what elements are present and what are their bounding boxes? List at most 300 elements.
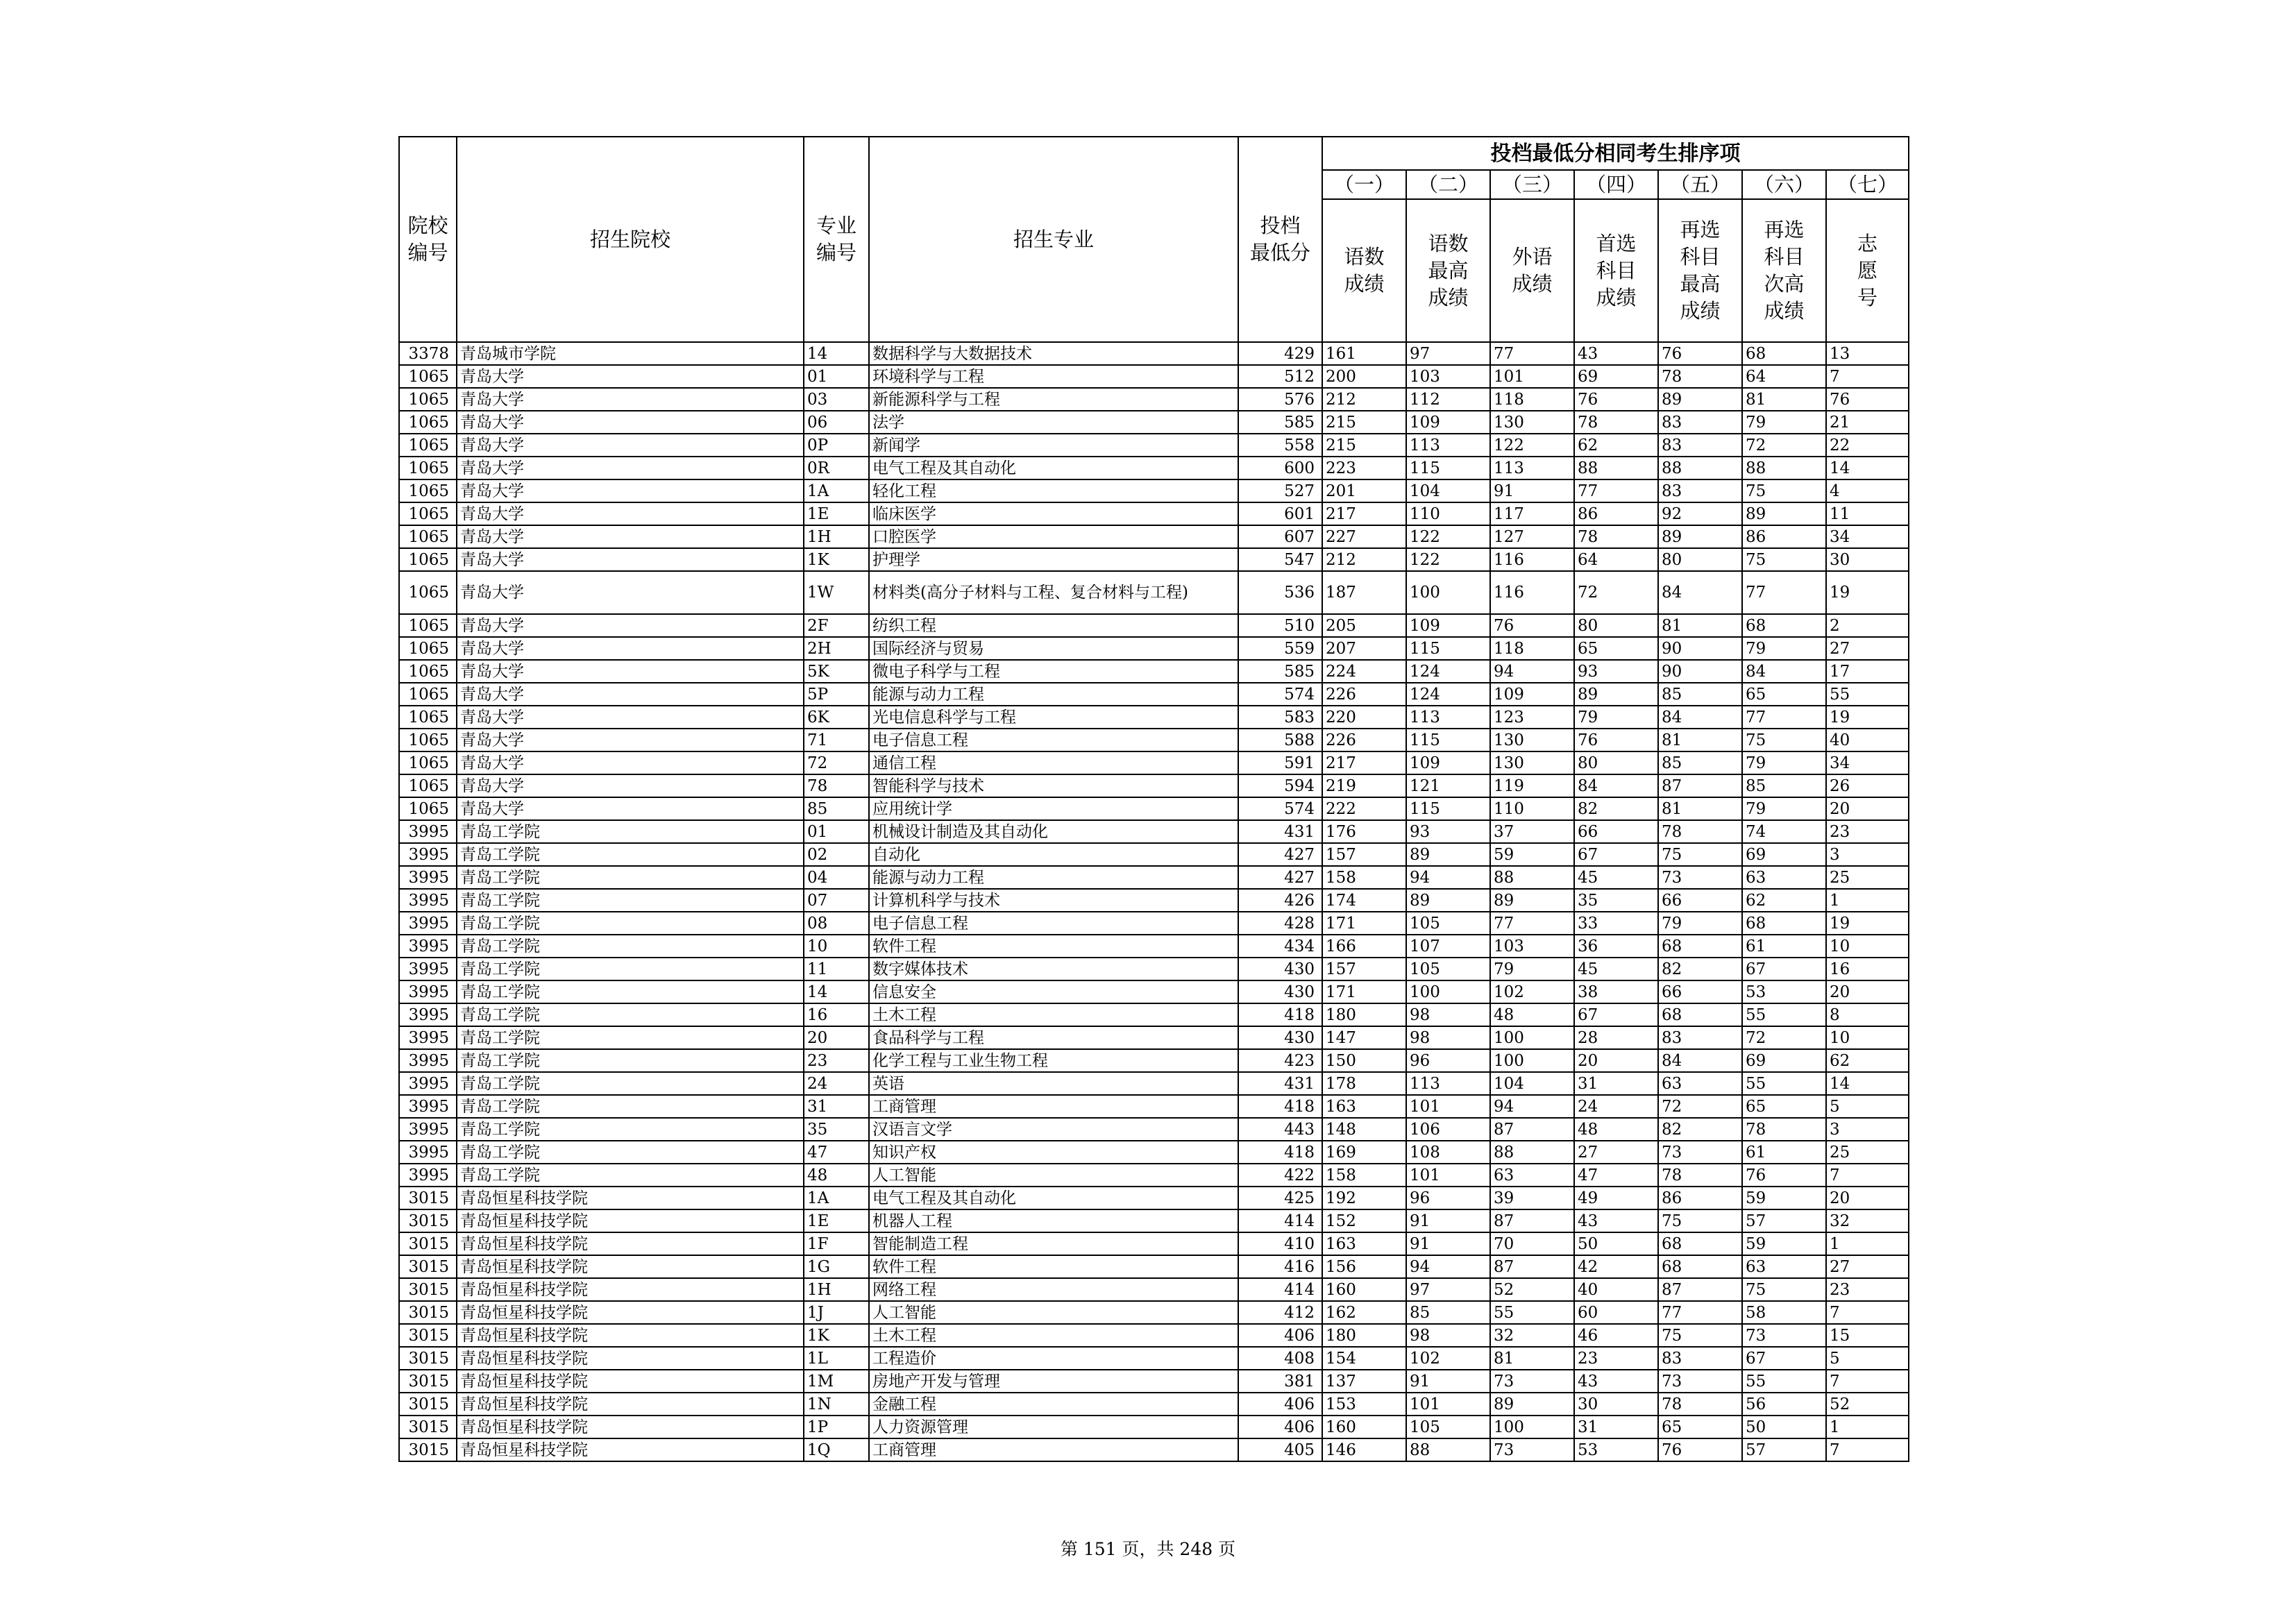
cell-score-foreign-lang: 104 bbox=[1490, 1072, 1574, 1095]
header-criterion-5: 再选 科目 最高 成绩 bbox=[1658, 199, 1742, 342]
cell-school-name: 青岛大学 bbox=[457, 411, 804, 434]
cell-preference-no: 19 bbox=[1826, 571, 1909, 614]
cell-min-score: 443 bbox=[1238, 1118, 1322, 1141]
cell-score-chinese-math: 158 bbox=[1322, 1164, 1406, 1187]
cell-score-first-subject: 60 bbox=[1574, 1301, 1658, 1324]
cell-preference-no: 25 bbox=[1826, 866, 1909, 889]
table-row bbox=[399, 1278, 1909, 1301]
header-criterion-2: 语数 最高 成绩 bbox=[1406, 199, 1490, 342]
cell-score-second-subject-max: 73 bbox=[1658, 866, 1742, 889]
table-row bbox=[399, 1026, 1909, 1049]
cell-min-score: 591 bbox=[1238, 751, 1322, 774]
cell-school-code: 1065 bbox=[399, 614, 457, 637]
cell-preference-no: 7 bbox=[1826, 1164, 1909, 1187]
cell-score-first-subject: 31 bbox=[1574, 1072, 1658, 1095]
cell-major-code: 1Q bbox=[804, 1438, 869, 1461]
cell-score-chinese-math: 146 bbox=[1322, 1438, 1406, 1461]
cell-min-score: 430 bbox=[1238, 1026, 1322, 1049]
cell-major-code: 1K bbox=[804, 548, 869, 571]
cell-school-name: 青岛工学院 bbox=[457, 889, 804, 912]
cell-preference-no: 52 bbox=[1826, 1393, 1909, 1416]
table-row bbox=[399, 614, 1909, 637]
cell-school-name: 青岛恒星科技学院 bbox=[457, 1324, 804, 1347]
cell-preference-no: 10 bbox=[1826, 1026, 1909, 1049]
cell-score-second-subject-max: 68 bbox=[1658, 935, 1742, 958]
cell-score-chinese-math: 157 bbox=[1322, 843, 1406, 866]
header-criterion-1: 语数 成绩 bbox=[1322, 199, 1406, 342]
cell-score-second-subject-max: 66 bbox=[1658, 889, 1742, 912]
cell-preference-no: 11 bbox=[1826, 502, 1909, 525]
cell-score-chinese-math: 180 bbox=[1322, 1003, 1406, 1026]
cell-score-second-subject-max: 83 bbox=[1658, 434, 1742, 457]
table-row bbox=[399, 411, 1909, 434]
cell-score-first-subject: 28 bbox=[1574, 1026, 1658, 1049]
cell-score-second-subject-next: 53 bbox=[1742, 980, 1826, 1003]
cell-score-second-subject-max: 84 bbox=[1658, 706, 1742, 729]
cell-school-name: 青岛工学院 bbox=[457, 1026, 804, 1049]
cell-major-code: 35 bbox=[804, 1118, 869, 1141]
cell-score-second-subject-next: 55 bbox=[1742, 1072, 1826, 1095]
cell-score-second-subject-max: 75 bbox=[1658, 1209, 1742, 1232]
cell-school-name: 青岛工学院 bbox=[457, 958, 804, 980]
cell-major-code: 10 bbox=[804, 935, 869, 958]
cell-school-code: 3015 bbox=[399, 1393, 457, 1416]
cell-major-code: 01 bbox=[804, 820, 869, 843]
cell-min-score: 607 bbox=[1238, 525, 1322, 548]
cell-min-score: 414 bbox=[1238, 1209, 1322, 1232]
cell-score-foreign-lang: 130 bbox=[1490, 411, 1574, 434]
cell-score-chinese-math-max: 101 bbox=[1406, 1095, 1490, 1118]
cell-preference-no: 3 bbox=[1826, 1118, 1909, 1141]
cell-score-second-subject-next: 67 bbox=[1742, 958, 1826, 980]
cell-score-second-subject-max: 72 bbox=[1658, 1095, 1742, 1118]
cell-major-name: 环境科学与工程 bbox=[869, 365, 1238, 388]
cell-min-score: 512 bbox=[1238, 365, 1322, 388]
cell-preference-no: 32 bbox=[1826, 1209, 1909, 1232]
cell-school-name: 青岛工学院 bbox=[457, 1141, 804, 1164]
cell-score-chinese-math: 163 bbox=[1322, 1095, 1406, 1118]
table-row bbox=[399, 1324, 1909, 1347]
cell-preference-no: 21 bbox=[1826, 411, 1909, 434]
cell-score-second-subject-next: 68 bbox=[1742, 614, 1826, 637]
cell-major-code: 1K bbox=[804, 1324, 869, 1347]
cell-major-code: 72 bbox=[804, 751, 869, 774]
cell-score-chinese-math-max: 122 bbox=[1406, 525, 1490, 548]
table-row bbox=[399, 912, 1909, 935]
cell-score-foreign-lang: 79 bbox=[1490, 958, 1574, 980]
table-row bbox=[399, 1393, 1909, 1416]
cell-school-code: 3995 bbox=[399, 889, 457, 912]
cell-score-chinese-math: 180 bbox=[1322, 1324, 1406, 1347]
cell-school-name: 青岛恒星科技学院 bbox=[457, 1347, 804, 1370]
cell-major-code: 14 bbox=[804, 342, 869, 365]
cell-score-chinese-math-max: 98 bbox=[1406, 1026, 1490, 1049]
cell-major-name: 轻化工程 bbox=[869, 479, 1238, 502]
cell-score-second-subject-next: 59 bbox=[1742, 1232, 1826, 1255]
cell-preference-no: 26 bbox=[1826, 774, 1909, 797]
cell-score-foreign-lang: 81 bbox=[1490, 1347, 1574, 1370]
cell-score-foreign-lang: 130 bbox=[1490, 729, 1574, 751]
cell-major-code: 1W bbox=[804, 571, 869, 614]
cell-score-foreign-lang: 55 bbox=[1490, 1301, 1574, 1324]
cell-score-first-subject: 38 bbox=[1574, 980, 1658, 1003]
cell-major-name: 金融工程 bbox=[869, 1393, 1238, 1416]
cell-score-chinese-math: 187 bbox=[1322, 571, 1406, 614]
cell-school-name: 青岛大学 bbox=[457, 797, 804, 820]
table-row bbox=[399, 980, 1909, 1003]
cell-preference-no: 19 bbox=[1826, 706, 1909, 729]
cell-score-second-subject-max: 73 bbox=[1658, 1141, 1742, 1164]
cell-preference-no: 22 bbox=[1826, 434, 1909, 457]
cell-score-first-subject: 86 bbox=[1574, 502, 1658, 525]
cell-score-second-subject-next: 59 bbox=[1742, 1187, 1826, 1209]
cell-score-second-subject-max: 83 bbox=[1658, 411, 1742, 434]
cell-min-score: 406 bbox=[1238, 1393, 1322, 1416]
cell-score-first-subject: 53 bbox=[1574, 1438, 1658, 1461]
cell-major-name: 数据科学与大数据技术 bbox=[869, 342, 1238, 365]
cell-min-score: 559 bbox=[1238, 637, 1322, 660]
cell-min-score: 422 bbox=[1238, 1164, 1322, 1187]
cell-score-chinese-math: 171 bbox=[1322, 912, 1406, 935]
cell-major-code: 1H bbox=[804, 525, 869, 548]
cell-score-first-subject: 45 bbox=[1574, 866, 1658, 889]
cell-preference-no: 7 bbox=[1826, 1301, 1909, 1324]
cell-school-name: 青岛工学院 bbox=[457, 1049, 804, 1072]
cell-preference-no: 34 bbox=[1826, 525, 1909, 548]
cell-min-score: 576 bbox=[1238, 388, 1322, 411]
cell-min-score: 558 bbox=[1238, 434, 1322, 457]
cell-major-name: 光电信息科学与工程 bbox=[869, 706, 1238, 729]
cell-school-name: 青岛工学院 bbox=[457, 1095, 804, 1118]
header-order-6: （六） bbox=[1742, 170, 1826, 199]
cell-score-first-subject: 76 bbox=[1574, 388, 1658, 411]
cell-preference-no: 20 bbox=[1826, 980, 1909, 1003]
cell-school-name: 青岛大学 bbox=[457, 571, 804, 614]
cell-min-score: 574 bbox=[1238, 797, 1322, 820]
cell-score-chinese-math: 207 bbox=[1322, 637, 1406, 660]
cell-score-chinese-math-max: 94 bbox=[1406, 866, 1490, 889]
cell-preference-no: 1 bbox=[1826, 889, 1909, 912]
cell-score-foreign-lang: 122 bbox=[1490, 434, 1574, 457]
cell-major-code: 06 bbox=[804, 411, 869, 434]
table-row bbox=[399, 1003, 1909, 1026]
cell-school-code: 3995 bbox=[399, 1141, 457, 1164]
cell-min-score: 434 bbox=[1238, 935, 1322, 958]
cell-major-code: 71 bbox=[804, 729, 869, 751]
cell-major-name: 电子信息工程 bbox=[869, 912, 1238, 935]
header-criterion-7: 志 愿 号 bbox=[1826, 199, 1909, 342]
cell-score-chinese-math-max: 110 bbox=[1406, 502, 1490, 525]
header-tiebreak-group: 投档最低分相同考生排序项 bbox=[1322, 137, 1909, 170]
cell-preference-no: 2 bbox=[1826, 614, 1909, 637]
cell-major-name: 护理学 bbox=[869, 548, 1238, 571]
cell-score-foreign-lang: 109 bbox=[1490, 683, 1574, 706]
cell-score-first-subject: 67 bbox=[1574, 1003, 1658, 1026]
cell-score-foreign-lang: 87 bbox=[1490, 1118, 1574, 1141]
cell-score-second-subject-next: 75 bbox=[1742, 1278, 1826, 1301]
cell-score-first-subject: 27 bbox=[1574, 1141, 1658, 1164]
cell-school-code: 3995 bbox=[399, 1026, 457, 1049]
cell-score-chinese-math: 148 bbox=[1322, 1118, 1406, 1141]
cell-preference-no: 3 bbox=[1826, 843, 1909, 866]
cell-school-code: 3995 bbox=[399, 843, 457, 866]
cell-score-chinese-math-max: 105 bbox=[1406, 1416, 1490, 1438]
cell-school-name: 青岛大学 bbox=[457, 502, 804, 525]
cell-score-chinese-math: 166 bbox=[1322, 935, 1406, 958]
cell-major-name: 电气工程及其自动化 bbox=[869, 1187, 1238, 1209]
cell-min-score: 410 bbox=[1238, 1232, 1322, 1255]
cell-score-second-subject-next: 75 bbox=[1742, 479, 1826, 502]
cell-score-first-subject: 40 bbox=[1574, 1278, 1658, 1301]
cell-major-code: 20 bbox=[804, 1026, 869, 1049]
cell-score-foreign-lang: 73 bbox=[1490, 1438, 1574, 1461]
cell-score-chinese-math: 201 bbox=[1322, 479, 1406, 502]
table-row bbox=[399, 1072, 1909, 1095]
cell-score-second-subject-max: 68 bbox=[1658, 1255, 1742, 1278]
cell-major-name: 化学工程与工业生物工程 bbox=[869, 1049, 1238, 1072]
cell-major-code: 78 bbox=[804, 774, 869, 797]
cell-score-foreign-lang: 123 bbox=[1490, 706, 1574, 729]
cell-min-score: 406 bbox=[1238, 1416, 1322, 1438]
cell-score-second-subject-max: 88 bbox=[1658, 457, 1742, 479]
cell-score-second-subject-max: 89 bbox=[1658, 525, 1742, 548]
cell-major-code: 1G bbox=[804, 1255, 869, 1278]
cell-score-first-subject: 67 bbox=[1574, 843, 1658, 866]
cell-score-second-subject-max: 75 bbox=[1658, 1324, 1742, 1347]
cell-major-code: 07 bbox=[804, 889, 869, 912]
cell-preference-no: 14 bbox=[1826, 457, 1909, 479]
cell-score-chinese-math-max: 100 bbox=[1406, 571, 1490, 614]
cell-score-foreign-lang: 88 bbox=[1490, 1141, 1574, 1164]
table-row bbox=[399, 1370, 1909, 1393]
cell-min-score: 583 bbox=[1238, 706, 1322, 729]
cell-score-second-subject-max: 92 bbox=[1658, 502, 1742, 525]
cell-score-second-subject-max: 80 bbox=[1658, 548, 1742, 571]
cell-school-name: 青岛大学 bbox=[457, 548, 804, 571]
cell-score-chinese-math: 200 bbox=[1322, 365, 1406, 388]
table-row bbox=[399, 1187, 1909, 1209]
cell-score-chinese-math: 161 bbox=[1322, 342, 1406, 365]
table-row bbox=[399, 660, 1909, 683]
cell-major-code: 16 bbox=[804, 1003, 869, 1026]
cell-score-first-subject: 66 bbox=[1574, 820, 1658, 843]
cell-score-chinese-math: 176 bbox=[1322, 820, 1406, 843]
cell-preference-no: 20 bbox=[1826, 797, 1909, 820]
table-row bbox=[399, 1209, 1909, 1232]
cell-score-second-subject-next: 72 bbox=[1742, 434, 1826, 457]
cell-min-score: 594 bbox=[1238, 774, 1322, 797]
cell-major-name: 电子信息工程 bbox=[869, 729, 1238, 751]
cell-min-score: 431 bbox=[1238, 1072, 1322, 1095]
cell-score-foreign-lang: 37 bbox=[1490, 820, 1574, 843]
cell-school-code: 3995 bbox=[399, 866, 457, 889]
cell-score-second-subject-next: 63 bbox=[1742, 1255, 1826, 1278]
cell-score-chinese-math: 156 bbox=[1322, 1255, 1406, 1278]
cell-school-code: 1065 bbox=[399, 751, 457, 774]
cell-score-second-subject-next: 79 bbox=[1742, 637, 1826, 660]
table-row bbox=[399, 1095, 1909, 1118]
cell-preference-no: 25 bbox=[1826, 1141, 1909, 1164]
cell-score-chinese-math-max: 89 bbox=[1406, 889, 1490, 912]
table-row bbox=[399, 637, 1909, 660]
cell-score-second-subject-max: 82 bbox=[1658, 958, 1742, 980]
cell-score-chinese-math-max: 93 bbox=[1406, 820, 1490, 843]
cell-school-name: 青岛恒星科技学院 bbox=[457, 1278, 804, 1301]
cell-score-chinese-math-max: 96 bbox=[1406, 1049, 1490, 1072]
cell-school-code: 1065 bbox=[399, 502, 457, 525]
cell-score-second-subject-next: 62 bbox=[1742, 889, 1826, 912]
cell-min-score: 418 bbox=[1238, 1141, 1322, 1164]
cell-score-second-subject-next: 72 bbox=[1742, 1026, 1826, 1049]
cell-major-code: 11 bbox=[804, 958, 869, 980]
cell-major-name: 微电子科学与工程 bbox=[869, 660, 1238, 683]
cell-score-foreign-lang: 127 bbox=[1490, 525, 1574, 548]
header-major-code: 专业 编号 bbox=[804, 137, 869, 342]
cell-score-chinese-math-max: 91 bbox=[1406, 1232, 1490, 1255]
cell-preference-no: 4 bbox=[1826, 479, 1909, 502]
cell-score-chinese-math: 147 bbox=[1322, 1026, 1406, 1049]
cell-score-chinese-math-max: 105 bbox=[1406, 912, 1490, 935]
header-major: 招生专业 bbox=[869, 137, 1238, 342]
cell-score-chinese-math: 226 bbox=[1322, 683, 1406, 706]
cell-major-name: 人工智能 bbox=[869, 1301, 1238, 1324]
cell-school-code: 3995 bbox=[399, 935, 457, 958]
cell-score-chinese-math: 205 bbox=[1322, 614, 1406, 637]
cell-score-second-subject-max: 89 bbox=[1658, 388, 1742, 411]
cell-preference-no: 27 bbox=[1826, 1255, 1909, 1278]
cell-major-name: 智能制造工程 bbox=[869, 1232, 1238, 1255]
cell-score-second-subject-next: 61 bbox=[1742, 935, 1826, 958]
cell-score-foreign-lang: 73 bbox=[1490, 1370, 1574, 1393]
cell-major-name: 电气工程及其自动化 bbox=[869, 457, 1238, 479]
cell-score-foreign-lang: 103 bbox=[1490, 935, 1574, 958]
cell-major-name: 新能源科学与工程 bbox=[869, 388, 1238, 411]
cell-score-chinese-math-max: 100 bbox=[1406, 980, 1490, 1003]
cell-score-first-subject: 93 bbox=[1574, 660, 1658, 683]
cell-preference-no: 62 bbox=[1826, 1049, 1909, 1072]
cell-major-code: 02 bbox=[804, 843, 869, 866]
cell-school-code: 3995 bbox=[399, 820, 457, 843]
cell-score-chinese-math: 153 bbox=[1322, 1393, 1406, 1416]
cell-score-second-subject-max: 78 bbox=[1658, 1164, 1742, 1187]
cell-major-name: 机械设计制造及其自动化 bbox=[869, 820, 1238, 843]
cell-min-score: 574 bbox=[1238, 683, 1322, 706]
cell-score-foreign-lang: 32 bbox=[1490, 1324, 1574, 1347]
table-row bbox=[399, 388, 1909, 411]
cell-school-name: 青岛大学 bbox=[457, 457, 804, 479]
cell-score-foreign-lang: 118 bbox=[1490, 388, 1574, 411]
cell-major-name: 工商管理 bbox=[869, 1438, 1238, 1461]
cell-score-chinese-math: 226 bbox=[1322, 729, 1406, 751]
cell-min-score: 527 bbox=[1238, 479, 1322, 502]
cell-score-second-subject-next: 79 bbox=[1742, 797, 1826, 820]
cell-major-name: 法学 bbox=[869, 411, 1238, 434]
cell-score-second-subject-max: 79 bbox=[1658, 912, 1742, 935]
cell-preference-no: 23 bbox=[1826, 820, 1909, 843]
cell-major-name: 自动化 bbox=[869, 843, 1238, 866]
cell-preference-no: 27 bbox=[1826, 637, 1909, 660]
cell-score-chinese-math-max: 101 bbox=[1406, 1164, 1490, 1187]
cell-school-code: 1065 bbox=[399, 660, 457, 683]
cell-score-second-subject-max: 77 bbox=[1658, 1301, 1742, 1324]
cell-score-chinese-math-max: 105 bbox=[1406, 958, 1490, 980]
cell-major-name: 计算机科学与技术 bbox=[869, 889, 1238, 912]
cell-score-second-subject-max: 84 bbox=[1658, 571, 1742, 614]
header-order-2: （二） bbox=[1406, 170, 1490, 199]
cell-school-code: 3015 bbox=[399, 1232, 457, 1255]
cell-preference-no: 55 bbox=[1826, 683, 1909, 706]
cell-score-chinese-math-max: 97 bbox=[1406, 342, 1490, 365]
cell-major-code: 08 bbox=[804, 912, 869, 935]
table-row bbox=[399, 683, 1909, 706]
cell-school-code: 1065 bbox=[399, 683, 457, 706]
header-school: 招生院校 bbox=[457, 137, 804, 342]
cell-score-chinese-math-max: 103 bbox=[1406, 365, 1490, 388]
cell-score-second-subject-next: 55 bbox=[1742, 1003, 1826, 1026]
header-order-7: （七） bbox=[1826, 170, 1909, 199]
cell-score-second-subject-next: 74 bbox=[1742, 820, 1826, 843]
cell-school-name: 青岛恒星科技学院 bbox=[457, 1416, 804, 1438]
table-row bbox=[399, 889, 1909, 912]
cell-score-chinese-math: 152 bbox=[1322, 1209, 1406, 1232]
cell-score-chinese-math: 215 bbox=[1322, 434, 1406, 457]
cell-min-score: 425 bbox=[1238, 1187, 1322, 1209]
cell-score-first-subject: 76 bbox=[1574, 729, 1658, 751]
cell-major-name: 材料类(高分子材料与工程、复合材料与工程) bbox=[869, 571, 1238, 614]
cell-min-score: 428 bbox=[1238, 912, 1322, 935]
cell-score-second-subject-next: 57 bbox=[1742, 1438, 1826, 1461]
cell-min-score: 408 bbox=[1238, 1347, 1322, 1370]
cell-score-second-subject-next: 61 bbox=[1742, 1141, 1826, 1164]
cell-preference-no: 19 bbox=[1826, 912, 1909, 935]
cell-score-first-subject: 89 bbox=[1574, 683, 1658, 706]
cell-score-second-subject-max: 65 bbox=[1658, 1416, 1742, 1438]
cell-score-first-subject: 43 bbox=[1574, 1209, 1658, 1232]
cell-min-score: 418 bbox=[1238, 1003, 1322, 1026]
cell-school-code: 3015 bbox=[399, 1416, 457, 1438]
cell-school-name: 青岛大学 bbox=[457, 434, 804, 457]
cell-score-foreign-lang: 113 bbox=[1490, 457, 1574, 479]
cell-major-name: 应用统计学 bbox=[869, 797, 1238, 820]
cell-major-name: 新闻学 bbox=[869, 434, 1238, 457]
cell-major-code: 1E bbox=[804, 502, 869, 525]
cell-min-score: 600 bbox=[1238, 457, 1322, 479]
cell-score-chinese-math-max: 113 bbox=[1406, 1072, 1490, 1095]
cell-major-code: 85 bbox=[804, 797, 869, 820]
cell-score-first-subject: 48 bbox=[1574, 1118, 1658, 1141]
cell-score-foreign-lang: 101 bbox=[1490, 365, 1574, 388]
cell-score-first-subject: 72 bbox=[1574, 571, 1658, 614]
cell-school-code: 1065 bbox=[399, 706, 457, 729]
cell-score-second-subject-next: 69 bbox=[1742, 1049, 1826, 1072]
cell-school-name: 青岛恒星科技学院 bbox=[457, 1438, 804, 1461]
cell-school-code: 1065 bbox=[399, 525, 457, 548]
cell-score-chinese-math-max: 91 bbox=[1406, 1370, 1490, 1393]
cell-score-second-subject-max: 78 bbox=[1658, 820, 1742, 843]
cell-score-second-subject-max: 81 bbox=[1658, 797, 1742, 820]
cell-min-score: 426 bbox=[1238, 889, 1322, 912]
cell-score-foreign-lang: 48 bbox=[1490, 1003, 1574, 1026]
cell-score-chinese-math: 222 bbox=[1322, 797, 1406, 820]
cell-score-first-subject: 42 bbox=[1574, 1255, 1658, 1278]
cell-score-foreign-lang: 130 bbox=[1490, 751, 1574, 774]
cell-major-name: 信息安全 bbox=[869, 980, 1238, 1003]
cell-major-code: 24 bbox=[804, 1072, 869, 1095]
cell-score-second-subject-max: 68 bbox=[1658, 1232, 1742, 1255]
cell-school-code: 3378 bbox=[399, 342, 457, 365]
cell-score-second-subject-max: 83 bbox=[1658, 1347, 1742, 1370]
cell-school-code: 1065 bbox=[399, 637, 457, 660]
